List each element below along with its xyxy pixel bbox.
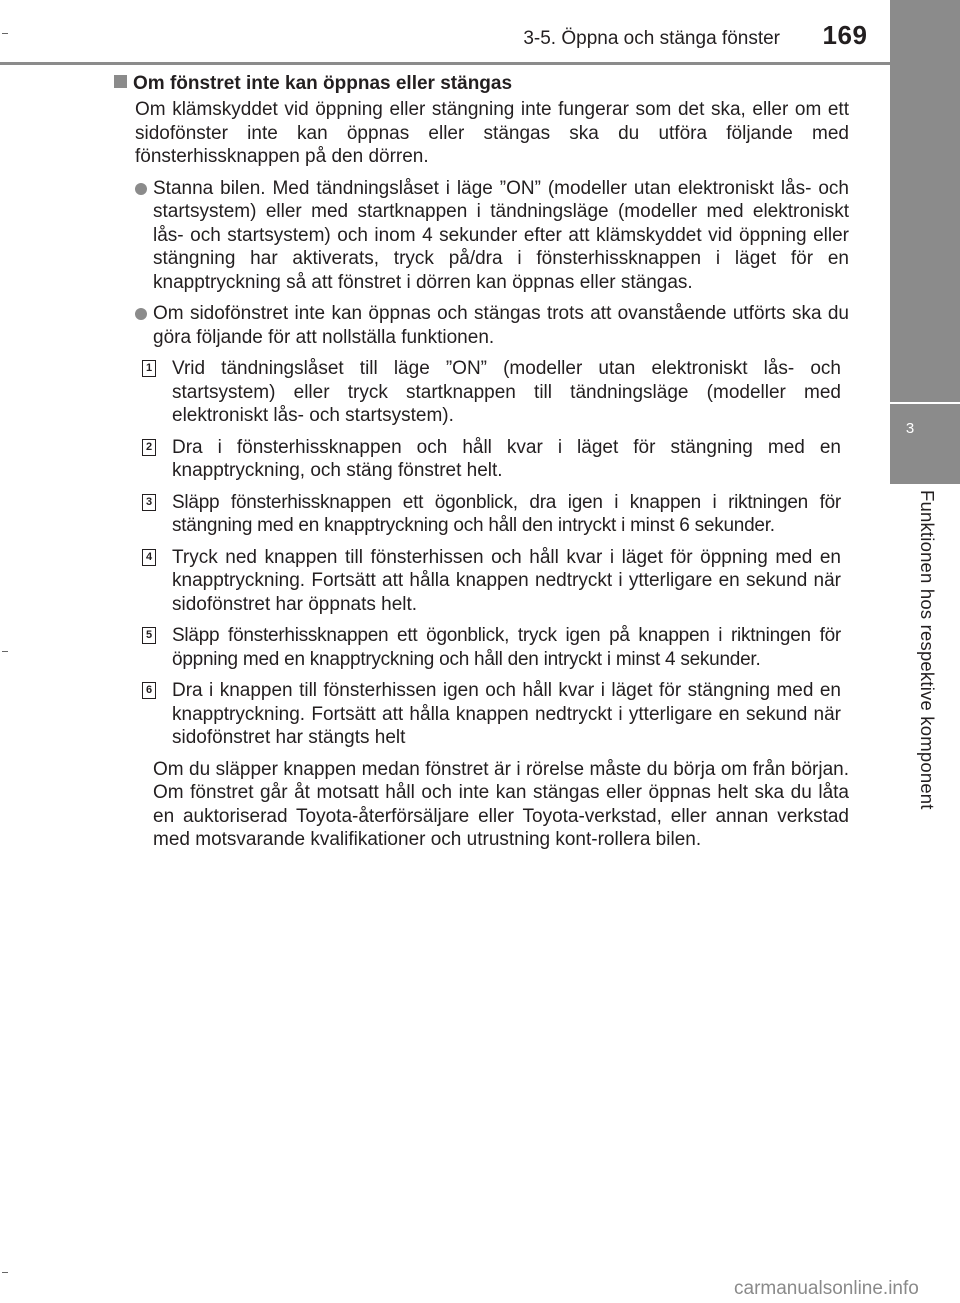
- chapter-number: 3: [905, 420, 915, 437]
- square-bullet-icon: [114, 75, 127, 88]
- crop-mark: [2, 33, 8, 34]
- chapter-tab: [890, 404, 960, 484]
- crop-mark: [2, 1272, 8, 1273]
- circle-bullet-icon: [135, 183, 147, 195]
- step-item: [142, 624, 841, 671]
- step-text: Vrid tändningslåset till läge ”ON” (modeller utan elektroniskt lås- och startsystem) eller tryck startknappen till tändningsläge (modeller med elektroniskt lås- och startsystem).: [172, 358, 841, 426]
- chapter-title: Funktionen hos respektive komponent: [917, 490, 938, 810]
- watermark: carmanualsonline.info: [734, 1278, 919, 1299]
- step-item: [142, 357, 841, 428]
- closing-paragraph: Om du släpper knappen medan fönstret är i rörelse måste du börja om från början. Om fönstret går åt motsatt håll och inte kan stängas eller öppnas helt ska du låta en auktoriserad Toyota-återförsäljare eller Toyota-verkstad, eller annan verkstad med motsvarande kvalifikationer och utrustning kont-rollera bilen.: [153, 758, 849, 850]
- section-title: 3-5. Öppna och stänga fönster: [523, 28, 780, 49]
- section-heading: [114, 72, 849, 96]
- bullet-item: [135, 177, 849, 295]
- bullet-text: Stanna bilen. Med tändningslåset i läge ”ON” (modeller utan elektroniskt lås- och startsystem) eller med startknappen i tändningsläge (modeller med elektroniskt lås- och startsystem) och inom 4 sekunder efter att klämskyddet vid öppning eller stängning har aktiverats, tryck på/dra i fönsterhissknappen i läget för en knapptryckning så att fönstret i dörren kan öppnas eller stängas.: [153, 177, 849, 293]
- step-text: Släpp fönsterhissknappen ett ögonblick, tryck igen på knappen i riktningen för öppning med en knapptryckning och håll den intryckt i minst 4 sekunder.: [172, 625, 841, 670]
- header-rule: [0, 62, 890, 65]
- circle-bullet-icon: [135, 308, 147, 320]
- step-item: [142, 491, 841, 538]
- step-number-badge: 4: [142, 549, 156, 566]
- section-heading-text: Om fönstret inte kan öppnas eller stängas: [133, 73, 513, 94]
- step-list: [142, 357, 849, 750]
- step-item: [142, 436, 841, 483]
- step-number-badge: 3: [142, 494, 156, 511]
- main-content: [114, 72, 849, 852]
- side-tab-bar: [890, 0, 960, 402]
- intro-paragraph: Om klämskyddet vid öppning eller stängning inte fungerar som det ska, eller om ett sidofönster inte kan öppnas eller stängas ska du utföra följande med fönsterhissknappen på den dörren.: [135, 99, 849, 167]
- bullet-item: [135, 302, 849, 349]
- step-number-badge: 1: [142, 360, 156, 377]
- step-text: Släpp fönsterhissknappen ett ögonblick, dra igen i knappen i riktningen för stängning med en knapptryckning och håll den intryckt i minst 6 sekunder.: [172, 491, 841, 536]
- step-item: [142, 546, 841, 617]
- step-number-badge: 5: [142, 627, 156, 644]
- step-number-badge: 6: [142, 682, 156, 699]
- step-text: Dra i fönsterhissknappen och håll kvar i läget för stängning med en knapptryckning, och stäng fönstret helt.: [172, 436, 841, 481]
- step-text: Dra i knappen till fönsterhissen igen och håll kvar i läget för stängning med en knapptryckning. Fortsätt att hålla knappen nedtryckt i ytterligare en sekund när sidofönstret har stängts helt: [172, 680, 841, 748]
- page-number: 169: [822, 20, 868, 50]
- crop-mark: [2, 651, 8, 652]
- step-text: Tryck ned knappen till fönsterhissen och håll kvar i läget för öppning med en knapptryckning. Fortsätt att hålla knappen nedtryckt i ytterligare en sekund när sidofönstret har öppnats helt.: [172, 546, 841, 615]
- step-item: [142, 679, 841, 750]
- bullet-text: Om sidofönstret inte kan öppnas och stängas trots att ovanstående utförts ska du göra följande för att nollställa funktionen.: [153, 303, 849, 348]
- step-number-badge: 2: [142, 439, 156, 456]
